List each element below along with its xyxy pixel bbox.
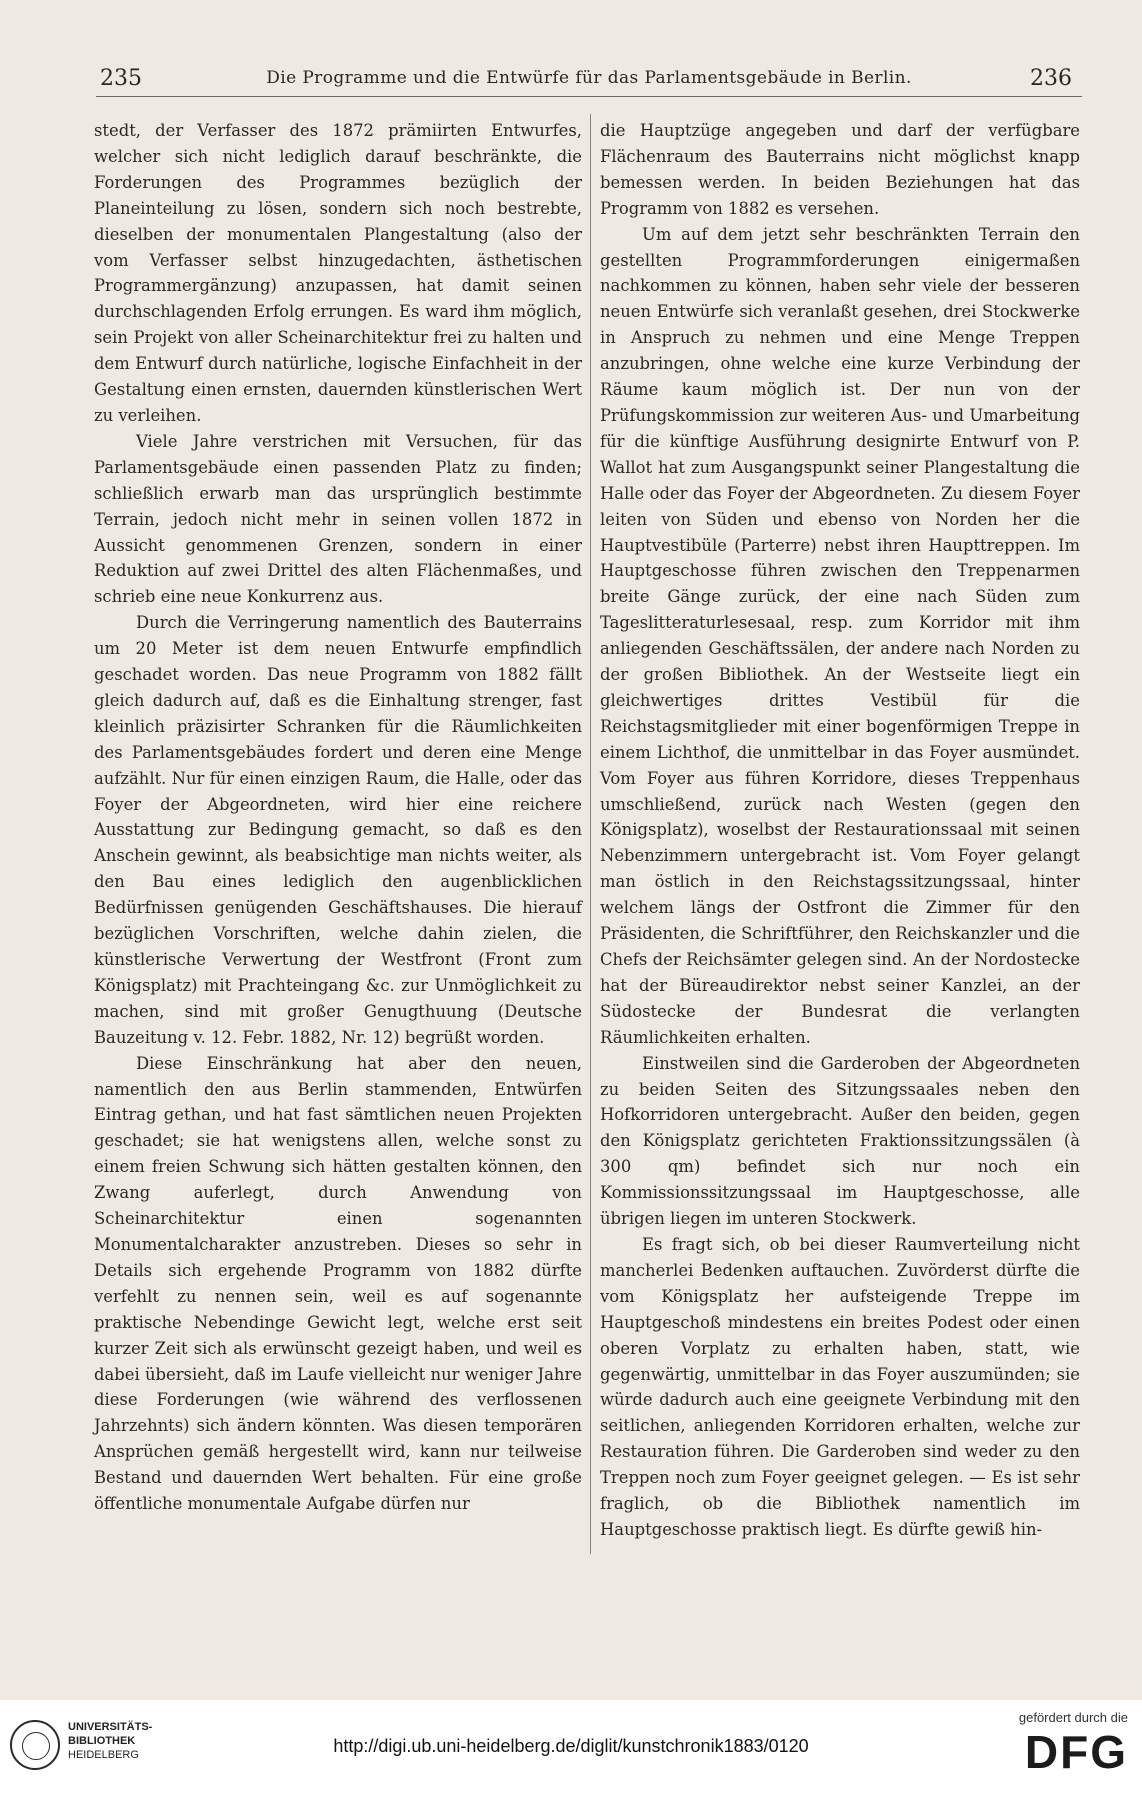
running-header [96,62,1082,97]
paragraph: Viele Jahre verstrichen mit Versuchen, für das Parlamentsgebäude einen passenden Platz zu finden; schließlich erwarb man das ursprünglich bestimmte Terrain, jedoch nicht mehr in seinen vollen 1872 in Aussicht genommenen Grenzen, sondern in einer Reduktion auf zwei Drittel des alten Flächenmaßes, und schrieb eine neue Konkurrenz aus. [94,431,582,607]
column-divider [590,114,591,1554]
paragraph: stedt, der Verfasser des 1872 prämiirten Entwurfes, welcher sich nicht lediglich darauf beschränkte, die Forderungen des Programmes bezüglich der Planeinteilung zu lösen, sondern sich noch bestrebte, dieselben der monumentalen Plangestaltung (also der vom Verfasser selbst hinzugedachten, ästhetischen Programmergänzung) anzupassen, hat damit seinen durchschlagenden Erfolg errungen. Es ward ihm möglich, sein Projekt von aller Scheinarchitektur frei zu halten und dem Entwurf durch natürliche, logische Einfachheit in der Gestaltung einen ernsten, dauernden künstlerischen Wert zu verleihen. [94,121,582,425]
permalink-url[interactable]: http://digi.ub.uni-heidelberg.de/diglit/kunstchronik1883/0120 [333,1736,809,1756]
page-number-right: 236 [1030,66,1072,91]
university-line: UNIVERSITÄTS- [68,1721,153,1733]
running-title: Die Programme und die Entwürfe für das Parlamentsgebäude in Berlin. [266,68,912,88]
paragraph: die Hauptzüge angegeben und darf der verfügbare Flächenraum des Bauterrains nicht möglichst knapp bemessen werden. In beiden Beziehungen hat das Programm von 1882 es versehen. [600,121,1080,218]
university-line: BIBLIOTHEK [68,1735,136,1747]
paragraph: Durch die Verringerung namentlich des Bauterrains um 20 Meter ist dem neuen Entwurfe empfindlich geschadet worden. Das neue Programm von 1882 fällt gleich dadurch auf, daß es die Einhaltung strenger, fast kleinlich präzisirter Schranken für die Räumlichkeiten des Parlamentsgebäudes fordert und deren eine Menge aufzählt. Nur für einen einzigen Raum, die Halle, oder das Foyer der Abgeordneten, wird hier eine reichere Ausstattung zur Bedingung gemacht, so daß es den Anschein gewinnt, als beabsichtige man nichts weiter, als den Bau eines lediglich den augenblicklichen Bedürfnissen genügenden Geschäftshauses. Die hierauf bezüglichen Vorschriften, welche dahin zielen, die künstlerische Verwertung der Westfront (Front zum Königsplatz) mit Prachteingang &c. zur Unmöglichkeit zu machen, sind mit großer Genugthuung (Deutsche Bauzeitung v. 12. Febr. 1882, Nr. 12) begrüßt worden. [94,613,582,1047]
funding-caption: gefördert durch die [1018,1710,1128,1725]
page-number-left: 235 [100,66,142,91]
left-column [94,118,582,1517]
right-column [600,118,1080,1543]
digitization-footer [0,1700,1142,1794]
university-line: HEIDELBERG [68,1749,139,1761]
dfg-logo: DFG [1024,1726,1128,1778]
paragraph: Es fragt sich, ob bei dieser Raumverteilung nicht mancherlei Bedenken auftauchen. Zuvörderst dürfte die vom Königsplatz her aufsteigende Treppe im Hauptgeschoß mindestens ein breites Podest oder einen oberen Vorplatz zu erhalten haben, statt, wie gegenwärtig, unmittelbar in das Foyer auszumünden; sie würde dadurch auch eine geeignete Verbindung mit den seitlichen, anliegenden Korridoren erhalten, welche zur Restauration führen. Die Garderoben sind weder zu den Treppen noch zum Foyer geeignet gelegen. — Es ist sehr fraglich, ob die Bibliothek namentlich im Hauptgeschosse praktisch liegt. Es dürfte gewiß hin- [600,1234,1080,1539]
paragraph: Um auf dem jetzt sehr beschränkten Terrain den gestellten Programmforderungen einigermaßen nachkommen zu können, haben sehr viele der besseren neuen Entwürfe sich veranlaßt gesehen, drei Stockwerke in Anspruch zu nehmen und eine Menge Treppen anzubringen, ohne welche eine kurze Verbindung der Räume kaum möglich ist. Der nun von der Prüfungskommission zur weiteren Aus- und Umarbeitung für die künftige Ausführung designirte Entwurf von P. Wallot hat zum Ausgangspunkt seiner Plangestaltung die Halle oder das Foyer der Abgeordneten. Zu diesem Foyer leiten von Süden und ebenso von Norden her die Hauptvestibüle (Parterre) nebst ihren Haupttreppen. Im Hauptgeschosse führen zwischen den Treppenarmen breite Gänge zurück, der eine nach Süden zum Tageslitteraturlesesaal, resp. zum Korridor mit ihm anliegenden Geschäftssälen, der andere nach Norden zu der großen Bibliothek. An der Westseite liegt ein gleichwertiges drittes Vestibül für die Reichstagsmitglieder mit einer bogenförmigen Treppe in einem Lichthof, die unmittelbar in das Foyer ausmündet. Vom Foyer aus führen Korridore, dieses Treppenhaus umschließend, zurück nach Westen (gegen den Königsplatz), woselbst der Restaurationssaal mit seinen Nebenzimmern untergebracht ist. Vom Foyer gelangt man östlich in den Reichstagssitzungssaal, hinter welchem längs der Ostfront die Zimmer für den Präsidenten, die Schriftführer, den Reichskanzler und die Chefs der Reichsämter gelegen sind. An der Nordostecke hat der Büreaudirektor nebst seiner Kanzlei, an der Südostecke der Bundesrat die verlangten Räumlichkeiten erhalten. [600,224,1080,1047]
funder-block[interactable] [978,1710,1128,1779]
paragraph: Diese Einschränkung hat aber den neuen, namentlich den aus Berlin stammenden, Entwürfen Eintrag gethan, und hat fast sämtlichen neuen Projekten geschadet; sie hat wenigstens allen, welche sonst zu einem freien Schwung sich hätten gestalten können, den Zwang auferlegt, durch Anwendung von Scheinarchitektur einen sogenannten Monumentalcharakter anzustreben. Dieses so sehr in Details sich ergehende Programm von 1882 dürfte verfehlt zu nennen sein, weil es auf sogenannte praktische Nebendinge Gewicht legt, welche erst seit kurzer Zeit sich als erwünscht gezeigt haben, und weil es dabei übersieht, daß im Laufe vielleicht nur weniger Jahre diese Forderungen (wie während des verflossenen Jahrzehnts) sich ändern könnten. Was diesen temporären Ansprüchen gemäß hergestellt wird, kann nur teilweise Bestand und dauernden Wert behalten. Für eine große öffentliche monumentale Aufgabe dürfen nur [94,1053,582,1514]
paragraph: Einstweilen sind die Garderoben der Abgeordneten zu beiden Seiten des Sitzungssaales neben den Hofkorridoren untergebracht. Außer den beiden, gegen den Königsplatz gerichteten Fraktionssitzungssälen (à 300 qm) befindet sich nur noch ein Kommissionssitzungssaal im Hauptgeschosse, alle übrigen liegen im unteren Stockwerk. [600,1053,1080,1229]
